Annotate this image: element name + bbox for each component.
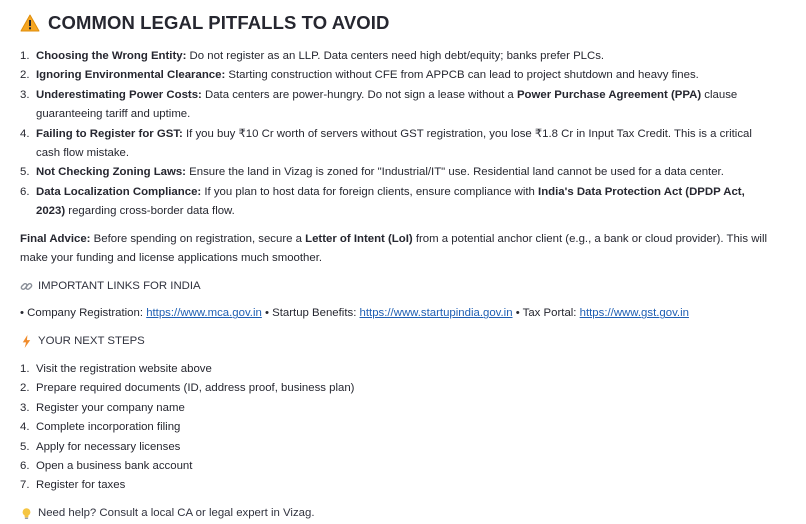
pitfall-title: Data Localization Compliance: <box>36 185 202 198</box>
list-item: 5. Apply for necessary licenses <box>20 440 181 453</box>
lightbulb-icon <box>20 507 33 520</box>
steps-list <box>20 360 786 496</box>
link-icon <box>20 280 33 293</box>
mca-link[interactable]: https://www.mca.gov.in <box>146 307 262 320</box>
final-advice: Final Advice: Before spending on registration, secure a Letter of Intent (LoI) from a potential anchor client (e.g., a bank or cloud provider). This will make your funding and license applications much smoother. <box>20 232 768 265</box>
page-title <box>20 8 786 38</box>
pitfall-title: Ignoring Environmental Clearance: <box>36 69 226 82</box>
list-item: 4. Complete incorporation filing <box>20 421 181 434</box>
page-title-text: COMMON LEGAL PITFALLS TO AVOID <box>48 12 390 34</box>
list-item: 1. Visit the registration website above <box>20 362 212 375</box>
pitfall-title: Not Checking Zoning Laws: <box>36 166 186 179</box>
list-item: 1. Choosing the Wrong Entity: Do not register as an LLP. Data centers need high debt/equity; banks prefer PLCs. <box>20 50 605 62</box>
list-item: 3. Register your company name <box>20 401 185 414</box>
list-item: 5. Not Checking Zoning Laws: Ensure the land in Vizag is zoned for "Industrial/IT" use. Residential land cannot be used for a data center. <box>20 166 724 179</box>
list-item: 2. Prepare required documents (ID, address proof, business plan) <box>20 382 355 395</box>
pitfall-title: Choosing the Wrong Entity: <box>36 50 187 62</box>
links-heading: IMPORTANT LINKS FOR INDIA <box>20 276 786 296</box>
list-item: 6. Open a business bank account <box>20 459 193 472</box>
list-item: 7. Register for taxes <box>20 479 126 492</box>
gst-link[interactable]: https://www.gst.gov.in <box>579 307 689 320</box>
pitfalls-list <box>20 47 786 222</box>
links-line: • Company Registration: https://www.mca.gov.in • Startup Benefits: https://www.startupindia.gov.in • Tax Portal: https://www.gst.gov.in <box>20 307 689 320</box>
pitfall-title: Failing to Register for GST: <box>36 127 183 140</box>
help-line: Need help? Consult a local CA or legal expert in Vizag. <box>20 504 786 524</box>
list-item: 6. Data Localization Compliance: If you plan to host data for foreign clients, ensure compliance with India's Data Protection Act (DPDP Act, 2023) regarding cross-border data flow. <box>20 185 745 218</box>
list-item: 4. Failing to Register for GST: If you buy ₹10 Cr worth of servers without GST registration, you lose ₹1.8 Cr in Input Tax Credit. This is a critical cash flow mistake. <box>20 127 752 160</box>
steps-heading: YOUR NEXT STEPS <box>20 332 786 352</box>
startupindia-link[interactable]: https://www.startupindia.gov.in <box>359 307 513 320</box>
list-item: 2. Ignoring Environmental Clearance: Starting construction without CFE from APPCB can lead to project shutdown and heavy fines. <box>20 69 699 82</box>
list-item: 3. Underestimating Power Costs: Data centers are power-hungry. Do not sign a lease without a Power Purchase Agreement (PPA) clause guaranteeing tariff and uptime. <box>20 88 738 121</box>
lightning-icon <box>20 335 33 348</box>
warning-icon <box>20 14 40 32</box>
pitfall-title: Underestimating Power Costs: <box>36 88 202 101</box>
